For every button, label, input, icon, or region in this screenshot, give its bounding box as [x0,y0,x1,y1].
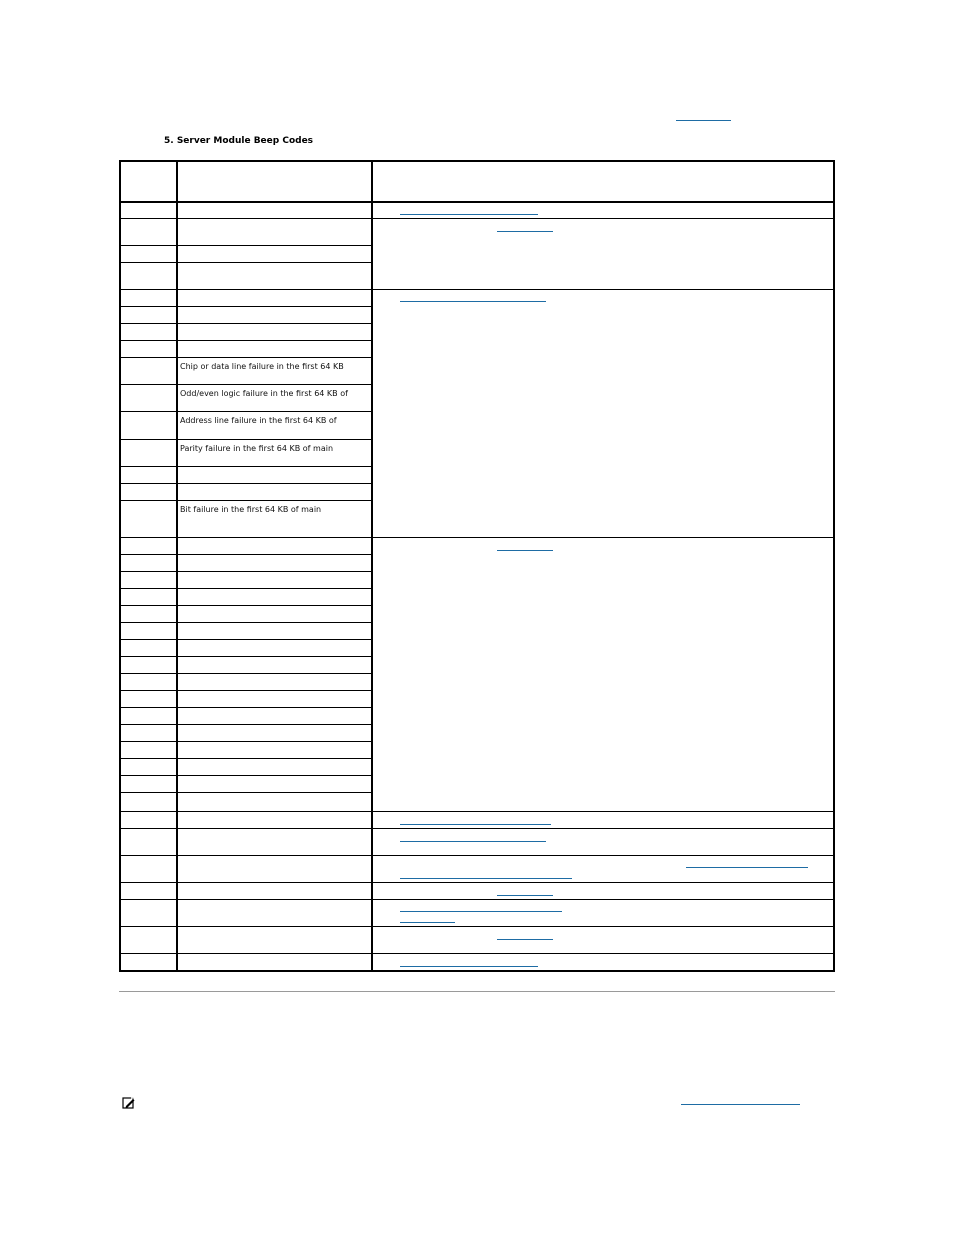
table-link[interactable] [400,878,572,879]
cell-parity-failure: Parity failure in the first 64 KB of main [180,444,334,453]
table-link[interactable] [497,231,553,232]
note-link[interactable] [681,1104,800,1105]
table-link[interactable] [400,841,546,842]
table-link[interactable] [497,939,553,940]
table-link[interactable] [400,911,562,912]
table-link[interactable] [400,214,538,215]
cell-bit-failure: Bit failure in the first 64 KB of main [180,505,322,514]
table-link[interactable] [497,550,553,551]
table-link[interactable] [400,301,546,302]
beep-code-table [119,160,835,972]
table-title: 5. Server Module Beep Codes [164,136,314,146]
section-divider [119,991,835,992]
note-pencil-icon [122,1095,136,1109]
top-link[interactable] [676,120,731,121]
table-link[interactable] [400,966,538,967]
table-link[interactable] [497,895,553,896]
cell-address-line-failure: Address line failure in the first 64 KB of [180,416,337,425]
cell-chip-failure: Chip or data line failure in the first 64 KB [180,362,344,371]
table-link[interactable] [400,922,455,923]
table-link[interactable] [400,824,551,825]
table-link[interactable] [686,867,808,868]
cell-odd-even-failure: Odd/even logic failure in the first 64 KB of [180,389,348,398]
